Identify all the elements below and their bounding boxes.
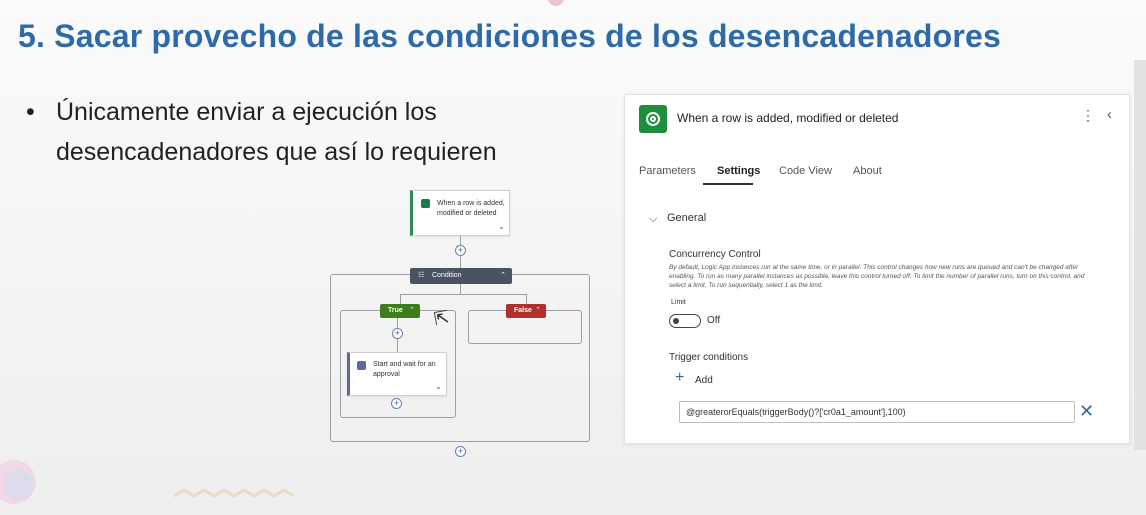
chevron-up-icon: ⌃: [500, 272, 506, 279]
condition-label: Condition: [432, 272, 462, 279]
bullet-marker: •: [26, 98, 35, 126]
trigger-card[interactable]: [410, 190, 510, 236]
toggle-state: Off: [707, 315, 721, 326]
chevron-up-icon: ⌃: [409, 307, 415, 314]
decor-wave: [174, 488, 294, 504]
connector-line: [400, 294, 526, 295]
more-options-icon[interactable]: ⋮: [1081, 107, 1095, 123]
flow-diagram: [330, 186, 592, 458]
approval-card[interactable]: [347, 352, 447, 396]
chevron-up-icon: ⌃: [535, 307, 541, 314]
close-icon[interactable]: ✕: [1079, 401, 1095, 421]
connector-line: [460, 284, 461, 294]
add-step-icon[interactable]: +: [391, 398, 402, 409]
decor-dot: [548, 0, 564, 6]
limit-toggle[interactable]: [669, 314, 701, 328]
dataverse-icon: [421, 199, 430, 208]
link-icon: ⚭: [498, 226, 504, 232]
tab-parameters[interactable]: Parameters: [639, 165, 696, 177]
bullet-text: Únicamente enviar a ejecución los desencadenadores que así lo requieren: [56, 98, 497, 166]
tab-settings[interactable]: Settings: [717, 165, 761, 177]
add-step-icon[interactable]: +: [455, 245, 466, 256]
mouse-cursor-icon: ⇱: [432, 306, 451, 330]
false-label: False: [514, 307, 532, 314]
connector-line: [526, 294, 527, 304]
add-condition-button[interactable]: Add: [695, 375, 713, 386]
false-branch-header[interactable]: [506, 304, 546, 318]
concurrency-description: By default, Logic App instances run at the same time, or in parallel. This control changes how new runs are queued and can't be changed after enabling. To run as many parallel instances as possible, leave this control turned off. To limit the number of parallel runs, turn on this control, and select a limit. To run sequentially, select 1 as the limit.: [669, 264, 1085, 289]
approval-card-title: Start and wait for an approval: [373, 361, 436, 378]
trigger-settings-panel: [624, 94, 1130, 444]
panel-title: When a row is added, modified or deleted: [677, 111, 899, 125]
condition-icon: ☷: [418, 272, 425, 279]
add-icon[interactable]: +: [675, 369, 685, 386]
active-tab-indicator: [703, 183, 753, 185]
true-label: True: [388, 307, 403, 314]
section-general[interactable]: General: [667, 212, 707, 224]
slide-title: 5. Sacar provecho de las condiciones de los desencadenadores: [18, 18, 1002, 54]
decor-circle: [4, 470, 34, 500]
condition-header[interactable]: [410, 268, 512, 284]
chevron-down-icon[interactable]: ⌵: [649, 213, 658, 225]
collapse-icon[interactable]: ‹: [1107, 106, 1112, 123]
link-icon: ⚭: [435, 386, 441, 392]
tab-code-view[interactable]: Code View: [779, 165, 832, 177]
connector-line: [400, 294, 401, 304]
trigger-conditions-label: Trigger conditions: [669, 352, 749, 363]
approvals-icon: [357, 361, 366, 370]
trigger-condition-input[interactable]: [679, 401, 1075, 423]
add-step-icon[interactable]: +: [392, 328, 403, 339]
true-branch-header[interactable]: [380, 304, 420, 318]
concurrency-label: Concurrency Control: [669, 249, 761, 260]
side-strip: [1134, 60, 1146, 450]
dataverse-icon: [639, 105, 667, 133]
add-step-icon[interactable]: +: [455, 446, 466, 457]
limit-label: Limit: [671, 299, 686, 306]
trigger-card-title: When a row is added, modified or deleted: [437, 200, 505, 217]
tab-about[interactable]: About: [853, 165, 882, 177]
